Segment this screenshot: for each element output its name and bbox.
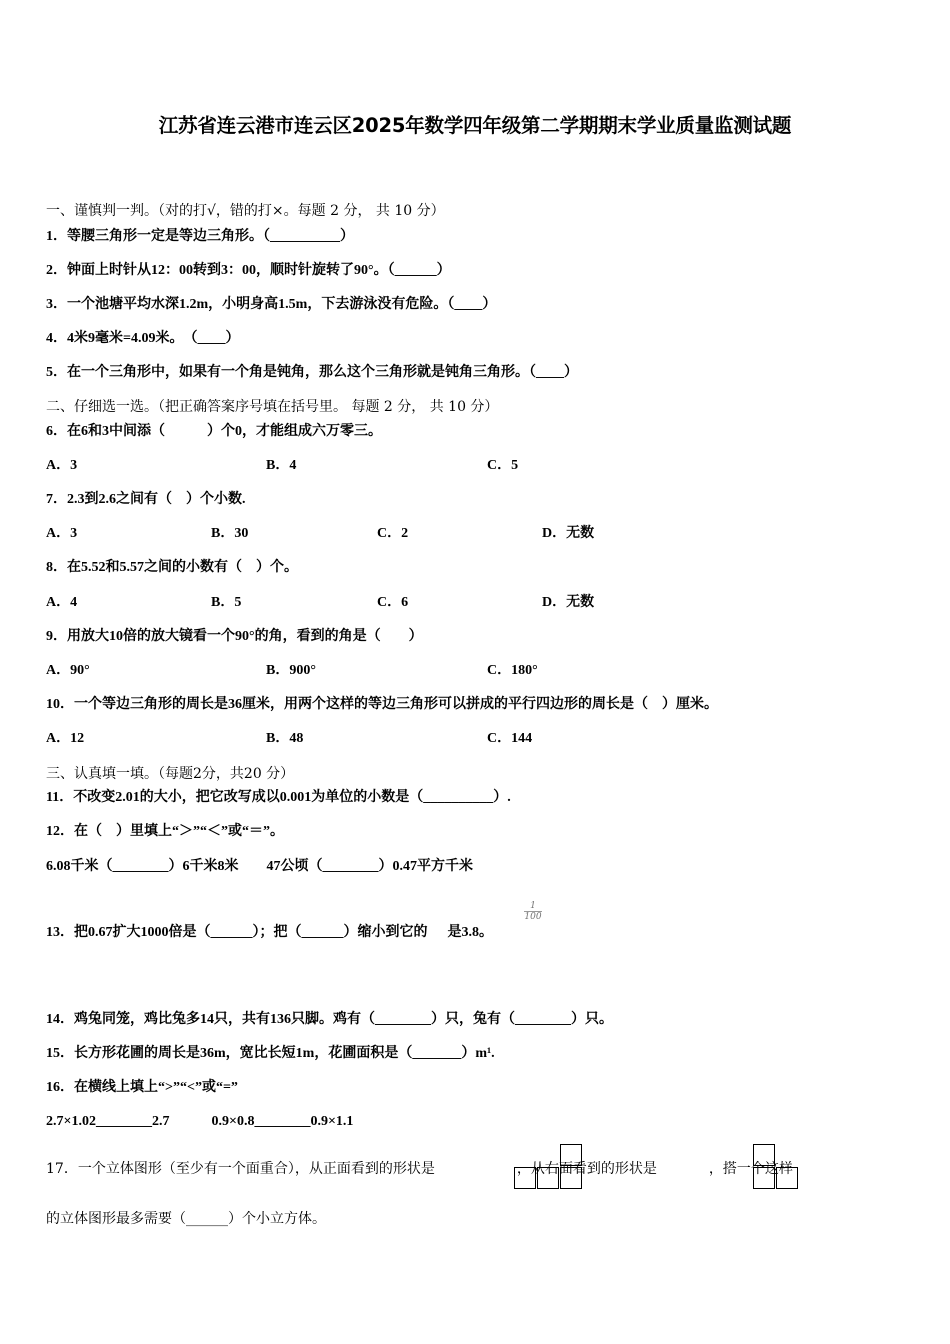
question-17-part3: ，搭一个这样: [708, 1161, 793, 1177]
option-a: A．3: [46, 458, 78, 473]
front-view-cell: [514, 1167, 536, 1189]
question-8: 8．在5.52和5.57之间的小数有（ ）个。: [46, 560, 298, 575]
question-17-line2: 的立体图形最多需要（______）个小立方体。: [46, 1211, 326, 1227]
question-4: 4．4米9毫米=4.09米。 （____）: [46, 331, 240, 346]
question-17-part2: ，从右面看到的形状是: [516, 1161, 657, 1177]
question-13: [46, 923, 493, 943]
option-a: A．90°: [46, 663, 90, 678]
option-b: B．900°: [266, 663, 316, 678]
right-view-cell: [753, 1167, 775, 1189]
option-b: B．30: [211, 526, 249, 541]
question-12: 12．在（ ）里填上“＞”“＜”或“＝”。: [46, 824, 284, 839]
question-13-text: 13．把0.67扩大1000倍是（______）；把（______）缩小到它的: [46, 925, 428, 940]
section-3-heading: 三、认真填一填。（每题2分，共20 分）: [46, 766, 295, 782]
option-d: D．无数: [542, 595, 595, 610]
question-16: 16．在横线上填上“>”“<”或“=”: [46, 1080, 238, 1095]
right-view-diagram: [753, 1144, 801, 1190]
question-17: [46, 1159, 793, 1179]
fraction-numerator: 1: [530, 901, 536, 911]
option-a: A．12: [46, 731, 85, 746]
section-2-heading: 二、仔细选一选。（把正确答案序号填在括号里。 每题 2 分， 共 10 分）: [46, 399, 499, 415]
right-view-cell: [753, 1144, 775, 1166]
question-1: 1．等腰三角形一定是等边三角形。（__________）: [46, 229, 354, 244]
front-view-cell: [560, 1167, 582, 1189]
question-17-part1: 17．一个立体图形（至少有一个面重合），从正面看到的形状是: [46, 1161, 435, 1177]
question-10: 10．一个等边三角形的周长是36厘米，用两个这样的等边三角形可以拼成的平行四边形的周长是（ ）厘米。: [46, 697, 718, 712]
question-2: 2．钟面上时针从12：00转到3：00，顺时针旋转了90°。（______）: [46, 263, 451, 278]
option-c: C．144: [487, 731, 533, 746]
question-16-line: 2.7×1.02________2.7 0.9×0.8________0.9×1.1: [46, 1114, 354, 1129]
option-b: B．5: [211, 595, 242, 610]
question-15: 15．长方形花圃的周长是36m，宽比长短1m，花圃面积是（_______）m¹.: [46, 1046, 495, 1061]
option-a: A．4: [46, 595, 78, 610]
question-3: 3．一个池塘平均水深1.2m，小明身高1.5m，下去游泳没有危险。（____）: [46, 297, 497, 312]
option-c: C．6: [377, 595, 409, 610]
page-title: 江苏省连云港市连云区2025年数学四年级第二学期期末学业质量监测试题: [158, 114, 792, 137]
option-b: B．4: [266, 458, 297, 473]
option-c: C．2: [377, 526, 409, 541]
option-d: D．无数: [542, 526, 595, 541]
question-12-line: 6.08千米（________）6千米8米 47公顷（________）0.47平方千米: [46, 859, 473, 874]
question-14: 14．鸡兔同笼，鸡比兔多14只，共有136只脚。鸡有（________）只，兔有（________）只。: [46, 1012, 613, 1027]
front-view-cell: [560, 1144, 582, 1166]
section-1-heading: 一、谨慎判一判。（对的打√，错的打×。每题 2 分， 共 10 分）: [46, 203, 445, 219]
fraction-image: [521, 901, 545, 922]
question-7: 7．2.3到2.6之间有（ ）个小数.: [46, 492, 246, 507]
question-13-tail: 是3.8。: [447, 925, 493, 940]
fraction-denominator: 100: [524, 912, 542, 922]
option-c: C．180°: [487, 663, 538, 678]
right-view-cell: [776, 1167, 798, 1189]
front-view-cell: [537, 1167, 559, 1189]
question-6: 6．在6和3中间添（ ）个0，才能组成六万零三。: [46, 424, 382, 439]
option-a: A．3: [46, 526, 78, 541]
option-b: B．48: [266, 731, 304, 746]
question-9: 9．用放大10倍的放大镜看一个90°的角，看到的角是（ ）: [46, 629, 423, 644]
front-view-diagram: [514, 1144, 584, 1190]
question-5: 5．在一个三角形中，如果有一个角是钝角，那么这个三角形就是钝角三角形。（____）: [46, 365, 578, 380]
question-11: 11．不改变2.01的大小，把它改写成以0.001为单位的小数是（__________）.: [46, 790, 511, 805]
option-c: C．5: [487, 458, 519, 473]
